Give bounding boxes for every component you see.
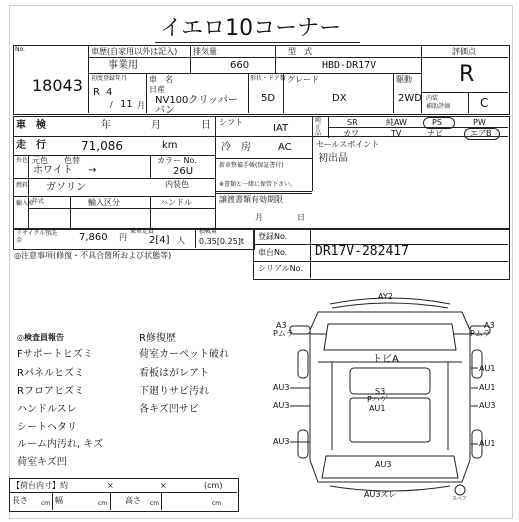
chassis-label: 車台No. — [258, 248, 288, 257]
equip-airbag: エアB — [470, 129, 492, 138]
notes-label: ◎注意事項(修復・不具合箇所および状態等) — [14, 251, 172, 260]
import-year-label: 年式 — [32, 198, 45, 205]
report-item: Rフロアヒズミ — [17, 386, 84, 397]
recycle-price: 7,860 — [79, 232, 108, 243]
color-no: 26U — [173, 166, 194, 177]
report-title: ◎検査員報告 — [17, 333, 64, 342]
equip-airbag-circle — [464, 128, 500, 140]
load: 0.35[0.25]t — [199, 237, 245, 246]
report-item: 各キズ凹サビ — [139, 404, 199, 415]
fuel: ガソリン — [46, 182, 86, 193]
cargo-times: × — [160, 481, 167, 490]
doors: 5D — [261, 93, 276, 104]
dim-width: 幅 — [55, 496, 63, 505]
cargo-cm: (cm) — [204, 481, 223, 490]
reg-year: 4 — [106, 87, 113, 98]
map-au1-r2: AU1 — [479, 383, 496, 392]
reg-month: 11 — [120, 99, 133, 110]
displacement-value: 660 — [230, 60, 250, 71]
report-item: 荷室カーペット破れ — [139, 349, 229, 360]
report-item: 荷室キズ凹 — [17, 457, 67, 468]
color-no-label: カラー No. — [157, 156, 197, 165]
door-label: 形状・ドア数 — [250, 75, 286, 82]
capacity: 2[4] — [149, 235, 170, 246]
report-item: ルーム内汚れ, キズ — [17, 439, 104, 450]
report-item: R修復歴 — [139, 333, 176, 344]
reg-month-unit: 月 — [137, 101, 145, 110]
cargo-label: 【荷台内寸】約 — [12, 481, 68, 490]
fuel-label: 燃料 — [16, 182, 29, 189]
mileage-label: 走 行 — [16, 140, 46, 151]
yen-label: 円 — [119, 233, 127, 242]
sales-point-label: セールスポイント — [316, 140, 380, 149]
sheet-title: イエロ10コーナー — [160, 16, 342, 41]
shift-label: シフト — [219, 118, 243, 127]
report-item: 下廻りサビ汚れ — [139, 386, 209, 397]
month-label: 月 — [151, 120, 161, 131]
equip-alloy: 純AW — [386, 118, 407, 127]
mileage: 71,086 — [81, 139, 123, 153]
report-item: Rパネルヒズミ — [17, 368, 84, 379]
dim-unit: cm — [212, 500, 222, 507]
reg-no-label: 登録No. — [258, 232, 288, 241]
grade-label: グレード — [287, 75, 319, 84]
report-item: Fサポートヒズミ — [17, 349, 93, 360]
manual-note: ※書類と一緒に保管下さい。 — [219, 181, 297, 188]
report-item: 看板はがレアト — [139, 368, 209, 379]
map-au3-r: AU3 — [479, 401, 496, 410]
map-au3-l3: AU3 — [273, 437, 290, 446]
map-tobia: トビA — [372, 354, 399, 365]
map-ay2: AY2 — [378, 292, 393, 301]
outer-color-label: 外色 — [16, 157, 29, 164]
interior-label: 内装 — [426, 95, 439, 102]
lot-number: 18043 — [32, 76, 83, 95]
import-label: 輸入車 — [16, 200, 35, 207]
equip-tv: TV — [391, 129, 402, 138]
map-au3-l2: AU3 — [273, 401, 290, 410]
era: R — [93, 87, 100, 98]
model-label: 型 式 — [288, 47, 312, 56]
report-item: ハンドルスレ — [17, 404, 77, 415]
first-reg-label: 初度登録年月 — [91, 75, 128, 82]
map-phage: Pハゲ — [367, 395, 388, 404]
map-spare: スペア — [452, 496, 468, 502]
mileage-unit: km — [162, 140, 178, 151]
name-label: 車 名 — [149, 75, 173, 84]
dim-unit: cm — [150, 500, 160, 507]
score-value: R — [459, 62, 475, 87]
map-a3-left: A3 — [276, 321, 287, 330]
inspection-label: 車 検 — [16, 120, 46, 131]
shift: IAT — [273, 123, 289, 134]
score-label: 評価点 — [452, 47, 476, 56]
history-label: 車歴(自家用以外は記入) — [91, 47, 178, 56]
map-au3-zure: AU3ズレ — [364, 490, 397, 499]
sales-point: 初出品 — [318, 153, 348, 164]
ac: AC — [278, 142, 292, 153]
map-a3-right-label: Pムラ — [470, 329, 491, 338]
model-code-value: HBD-DR17V — [322, 60, 377, 71]
map-a3-left-label: Pムラ — [273, 329, 294, 338]
capacity-unit: 人 — [177, 236, 185, 245]
dim-unit: cm — [98, 500, 108, 507]
recycle-label: リサイクル預託金 — [16, 230, 58, 244]
dim-height: 高さ — [125, 496, 141, 505]
map-au1-center: AU1 — [369, 404, 386, 413]
warranty-label: 譲渡書類有効期限 — [219, 195, 283, 204]
map-a3-right: A3 — [484, 321, 495, 330]
serial-label: シリアルNo. — [258, 264, 303, 273]
car-damage-diagram — [270, 290, 510, 505]
drive: 2WD — [398, 93, 422, 104]
warranty-month-label: 月 — [255, 213, 263, 222]
equip-sr: SR — [347, 118, 358, 127]
import-handle-label: ハンドル — [160, 198, 192, 207]
capacity-label: 乗車定員 — [130, 228, 155, 235]
map-s3: S3 — [375, 387, 386, 396]
equip-navi: ナビ — [427, 129, 443, 138]
color-arrow: → — [88, 165, 97, 176]
chassis-no: DR17V-282417 — [315, 244, 409, 259]
maker: 日産 — [149, 85, 165, 94]
report-item: シートヘタリ — [17, 422, 77, 433]
map-au3-l1: AU3 — [273, 383, 290, 392]
interior-score: C — [480, 96, 489, 110]
color-label: 元色 色替 — [32, 156, 80, 165]
displacement-label: 排気量 — [193, 47, 217, 56]
map-au1-r1: AU1 — [479, 364, 496, 373]
car-name: NV100クリッパーバン — [155, 95, 239, 116]
map-au1-r3: AU1 — [479, 439, 496, 448]
equip-leather: カワ — [343, 129, 359, 138]
equip-ps-circle — [423, 117, 455, 129]
equip-pw: PW — [473, 118, 486, 127]
load-label: 積載量 — [199, 228, 218, 235]
usage-value: 事業用 — [108, 60, 138, 71]
year-label: 年 — [101, 120, 111, 131]
grade: DX — [332, 93, 347, 104]
warranty-day-label: 日 — [297, 213, 305, 222]
color: ホワイト — [33, 165, 73, 176]
day-label: 日 — [201, 120, 211, 131]
dim-length: 長さ — [12, 496, 28, 505]
equip-label: 純正品 — [315, 117, 322, 138]
new-warranty-label: 新車整備手帳(保証書付) — [219, 162, 284, 169]
lot-no-label: No. — [15, 46, 25, 53]
trim-label: 内装色 — [165, 180, 189, 189]
map-au3-bottom: AU3 — [375, 460, 392, 469]
interior-sub-label: 補助評価 — [426, 103, 451, 110]
ac-label: 冷 房 — [221, 142, 251, 153]
cargo-times: × — [107, 481, 114, 490]
equip-ps: PS — [432, 118, 442, 127]
dim-unit: cm — [41, 500, 51, 507]
import-type-label: 輸入区分 — [88, 198, 120, 207]
drive-label: 駆動 — [396, 75, 412, 84]
